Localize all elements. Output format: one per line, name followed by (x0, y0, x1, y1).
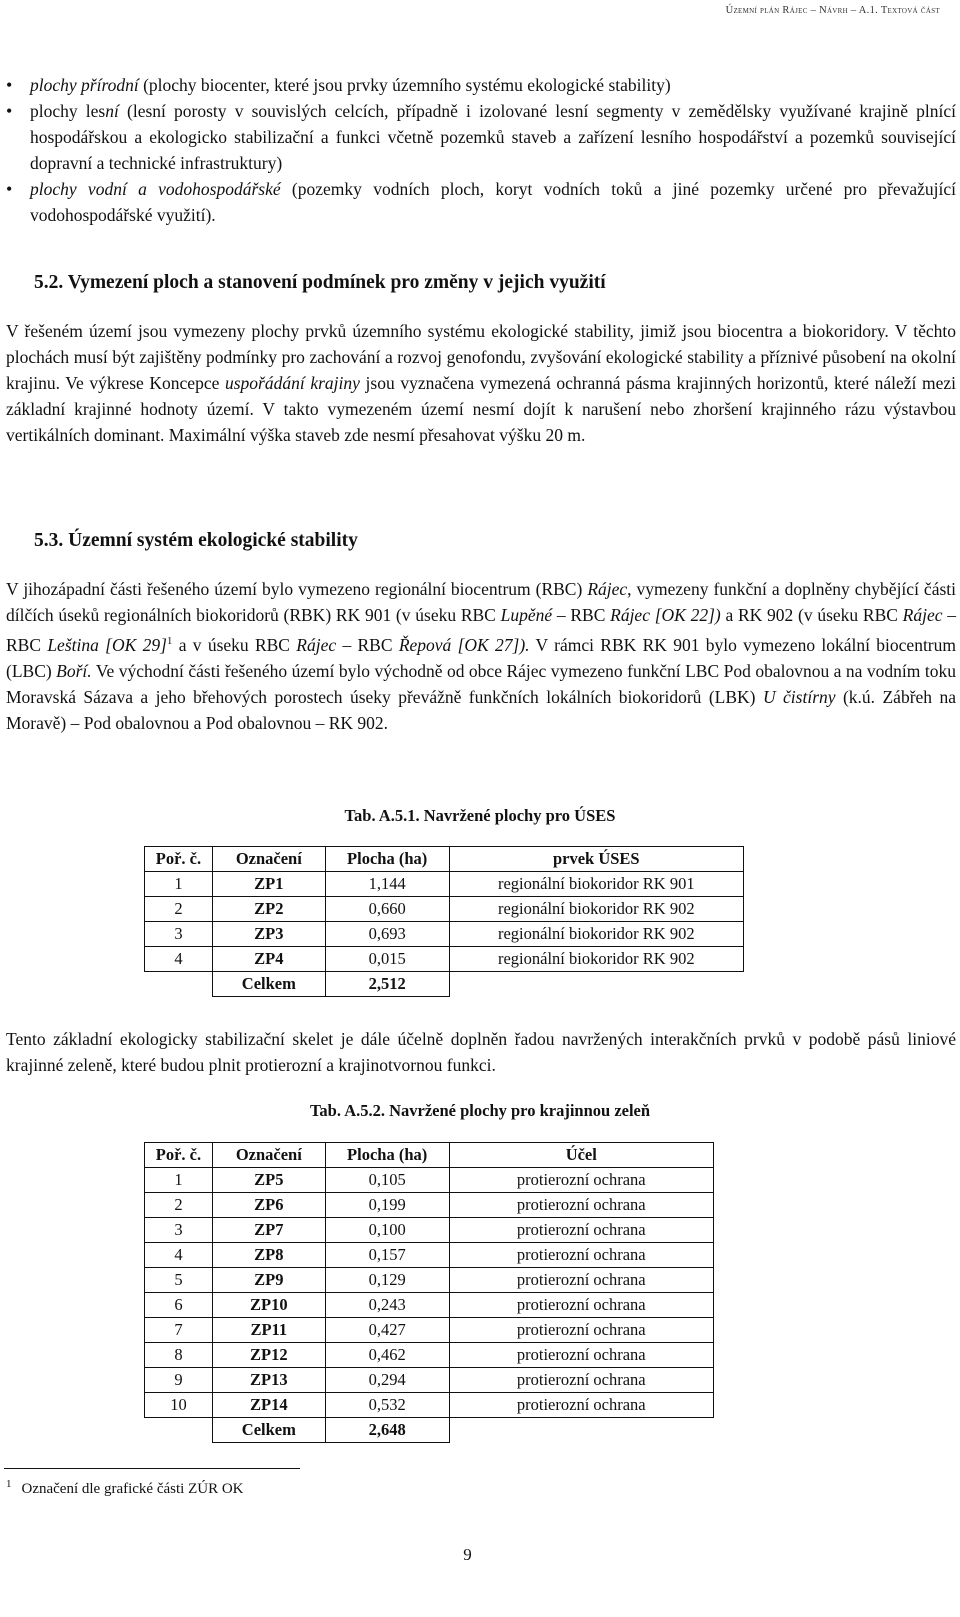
table-row (145, 1268, 714, 1293)
table-cell: protierozní ochrana (449, 1393, 713, 1418)
paragraph-italic: U čistírny (762, 686, 836, 707)
table-cell: ZP8 (212, 1243, 325, 1268)
table-cell: 2 (145, 1193, 213, 1218)
table-cell: ZP5 (212, 1168, 325, 1193)
column-header: Označení (212, 1143, 325, 1168)
table-cell: 3 (145, 1218, 213, 1243)
paragraph-italic: Lupěné (500, 605, 553, 625)
table-cell: 0,157 (325, 1243, 449, 1268)
table-row (145, 1343, 714, 1368)
land-use-bullet-list (6, 72, 956, 228)
table-cell: regionální biokoridor RK 902 (449, 922, 743, 947)
column-header: Plocha (ha) (325, 1143, 449, 1168)
paragraph-italic: uspořádání krajiny (224, 373, 360, 393)
table-cell: 4 (145, 947, 213, 972)
table-cell: 7 (145, 1318, 213, 1343)
paragraph-text: – RBC (6, 605, 957, 655)
list-item (6, 98, 956, 176)
paragraph-text: – RBC (336, 634, 399, 655)
table-cell: 4 (145, 1243, 213, 1268)
footnote-reference: 1 (166, 635, 173, 647)
paragraph-italic: Leština [OK 29] (47, 634, 167, 655)
table-cell: ZP7 (212, 1218, 325, 1243)
table-total-row (145, 972, 744, 997)
table-cell: 0,693 (325, 922, 449, 947)
table-row (145, 1318, 714, 1343)
running-header: Územní plán Rájec – Návrh – A.1. Textová část (725, 5, 940, 16)
empty-cell (145, 1418, 213, 1443)
table-cell: protierozní ochrana (449, 1168, 713, 1193)
table-header-row (145, 847, 744, 872)
table-cell: protierozní ochrana (449, 1268, 713, 1293)
table-cell: 0,660 (325, 897, 449, 922)
table-cell: regionální biokoridor RK 902 (449, 947, 743, 972)
table-2-caption: Tab. A.5.2. Navržené plochy pro krajinnou zeleň (309, 1101, 651, 1120)
paragraph-text: jsou vyznačena vymezená ochranná pásma krajinných horizontů, které náleží mezi základní krajinné hodnoty území. V takto vymezeném území nesmí dojít k narušení nebo zhoršení krajinného rázu výstavbou vertikálních dominant. Maximální výška staveb zde nesmí přesahovat výšku 20 m. (6, 373, 956, 445)
table-cell: 0,199 (325, 1193, 449, 1218)
table-cell: protierozní ochrana (449, 1293, 713, 1318)
paragraph-text: (k.ú. Zábřeh na Moravě) – Pod obalovnou a Pod obalovnou – RK 902. (6, 686, 956, 733)
empty-cell (145, 972, 213, 997)
list-item-text: (plochy biocenter, které jsou prvky územního systému ekologické stability) (138, 75, 671, 95)
table-row (145, 922, 744, 947)
table-cell: ZP9 (212, 1268, 325, 1293)
table-cell: protierozní ochrana (449, 1243, 713, 1268)
paragraph-text: a v úseku RBC (172, 634, 297, 655)
table-row (145, 897, 744, 922)
table-cell: ZP10 (212, 1293, 325, 1318)
list-item-term: plochy les (30, 101, 106, 121)
column-header: prvek ÚSES (449, 847, 743, 872)
total-label: Celkem (212, 1418, 325, 1443)
table-header-row (145, 1143, 714, 1168)
table-row (145, 1243, 714, 1268)
section-5-2-paragraph (6, 318, 956, 448)
table-cell: ZP14 (212, 1393, 325, 1418)
paragraph-italic: Rájec (587, 579, 628, 599)
column-header: Poř. č. (145, 847, 213, 872)
paragraph-interaction-elements: Tento základní ekologicky stabilizační skelet je dále účelně doplněn řadou navržených interakčních prvků v podobě pásů liniové krajinné zeleně, které budou plnit protierozní a krajinotvornou funkci. (6, 1029, 956, 1075)
table-cell: ZP4 (212, 947, 325, 972)
table-cell: 0,243 (325, 1293, 449, 1318)
table-landscape-greenery (144, 1142, 714, 1443)
list-item-text: (pozemky vodních ploch, koryt vodních toků a jiné pozemky určené pro převažující vodohospodářské využití). (30, 179, 957, 225)
table-cell: protierozní ochrana (449, 1368, 713, 1393)
paragraph-italic: Rájec (296, 634, 337, 655)
table-cell: 5 (145, 1268, 213, 1293)
table-row (145, 872, 744, 897)
table-cell: ZP2 (212, 897, 325, 922)
table-row (145, 1168, 714, 1193)
empty-cell (449, 1418, 713, 1443)
table-cell: 0,532 (325, 1393, 449, 1418)
table-cell: ZP13 (212, 1368, 325, 1393)
table-cell: regionální biokoridor RK 901 (449, 872, 743, 897)
table-cell: 6 (145, 1293, 213, 1318)
table-cell: 0,462 (325, 1343, 449, 1368)
table-cell: 0,129 (325, 1268, 449, 1293)
column-header: Účel (449, 1143, 713, 1168)
section-heading-5-2: 5.2. Vymezení ploch a stanovení podmínek pro změny v jejich využití (34, 272, 606, 293)
paragraph-text: V rámci RBK RK 901 bylo vymezeno lokální biocentrum (LBC) (6, 634, 956, 681)
table-cell: 1 (145, 872, 213, 897)
page-number: 9 (463, 1545, 472, 1564)
empty-cell (449, 972, 743, 997)
table-total-row (145, 1418, 714, 1443)
paragraph-text: a RK 902 (v úseku RBC (720, 605, 903, 625)
table-cell: 8 (145, 1343, 213, 1368)
table-row (145, 1218, 714, 1243)
table-cell: protierozní ochrana (449, 1343, 713, 1368)
table-cell: 0,100 (325, 1218, 449, 1243)
table-row (145, 1193, 714, 1218)
table-cell: ZP3 (212, 922, 325, 947)
table-cell: 1,144 (325, 872, 449, 897)
table-cell: 0,427 (325, 1318, 449, 1343)
list-item-term: plochy přírodní (30, 75, 139, 95)
total-value: 2,648 (325, 1418, 449, 1443)
paragraph-italic: Rájec (902, 605, 943, 625)
table-cell: 0,294 (325, 1368, 449, 1393)
table-cell: 1 (145, 1168, 213, 1193)
paragraph-italic: Boří. (56, 660, 92, 681)
total-value: 2,512 (325, 972, 449, 997)
table-row (145, 1393, 714, 1418)
table-cell: protierozní ochrana (449, 1193, 713, 1218)
section-heading-5-3: 5.3. Územní systém ekologické stability (34, 530, 358, 551)
table-cell: ZP6 (212, 1193, 325, 1218)
total-label: Celkem (212, 972, 325, 997)
list-item-term-italic: ní (105, 101, 119, 121)
list-item (6, 72, 956, 98)
table-cell: 10 (145, 1393, 213, 1418)
table-cell: 0,105 (325, 1168, 449, 1193)
table-cell: 2 (145, 897, 213, 922)
paragraph-italic: Rájec [OK 22]) (610, 605, 721, 625)
footnote (6, 1478, 244, 1498)
column-header: Poř. č. (145, 1143, 213, 1168)
list-item-text: (lesní porosty v souvislých celcích, případně i izolované lesní segmenty v zemědělsky využívané krajině plnící hospodářskou a ekologicko stabilizační a funkci včetně pozemků staveb a zařízení lesního hospodářství a pozemků související dopravní a technické infrastruktury) (30, 101, 956, 173)
footnote-separator (4, 1468, 300, 1469)
section-5-3-paragraph (6, 576, 956, 736)
paragraph-italic: Řepová [OK 27]). (398, 634, 530, 655)
table-cell: ZP12 (212, 1343, 325, 1368)
paragraph-text: V řešeném území jsou vymezeny plochy prvků územního systému ekologické stability, jimiž jsou biocentra a biokoridory. V těchto plochách musí být zajištěny podmínky pro zachování a rozvoj genofondu, zvyšování ekologické stability a příznivé působení na okolní krajinu. Ve výkrese Koncepce (6, 321, 956, 393)
table-cell: protierozní ochrana (449, 1218, 713, 1243)
table-1-caption: Tab. A.5.1. Navržené plochy pro ÚSES (344, 806, 616, 825)
table-row (145, 947, 744, 972)
table-cell: 9 (145, 1368, 213, 1393)
list-item-term: plochy vodní a vodohospodářské (30, 179, 281, 199)
table-cell: ZP1 (212, 872, 325, 897)
footnote-mark: 1 (6, 1478, 12, 1490)
table-cell: regionální biokoridor RK 902 (449, 897, 743, 922)
column-header: Plocha (ha) (325, 847, 449, 872)
paragraph-text: , vymezeny funkční a doplněny chybějící části dílčích úseků regionálních biokoridorů (RBK) RK 901 (v úseku RBC (6, 579, 956, 625)
table-row (145, 1368, 714, 1393)
table-row (145, 1293, 714, 1318)
table-cell: 3 (145, 922, 213, 947)
footnote-text: Označení dle grafické části ZÚR OK (21, 1481, 244, 1497)
table-uses-areas (144, 846, 744, 997)
table-cell: ZP11 (212, 1318, 325, 1343)
column-header: Označení (212, 847, 325, 872)
paragraph-text: – RBC (552, 605, 611, 625)
paragraph-text: Ve východní části řešeného území bylo východně od obce Rájec vymezeno funkční LBC Pod obalovnou a na vodním toku Moravská Sázava a jeho břehových porostech úseky převážně funkčních lokálních biokoridorů (LBK) (6, 660, 956, 707)
table-cell: protierozní ochrana (449, 1318, 713, 1343)
list-item (6, 176, 956, 228)
paragraph-text: V jihozápadní části řešeného území bylo vymezeno regionální biocentrum (RBC) (6, 579, 588, 599)
table-cell: 0,015 (325, 947, 449, 972)
